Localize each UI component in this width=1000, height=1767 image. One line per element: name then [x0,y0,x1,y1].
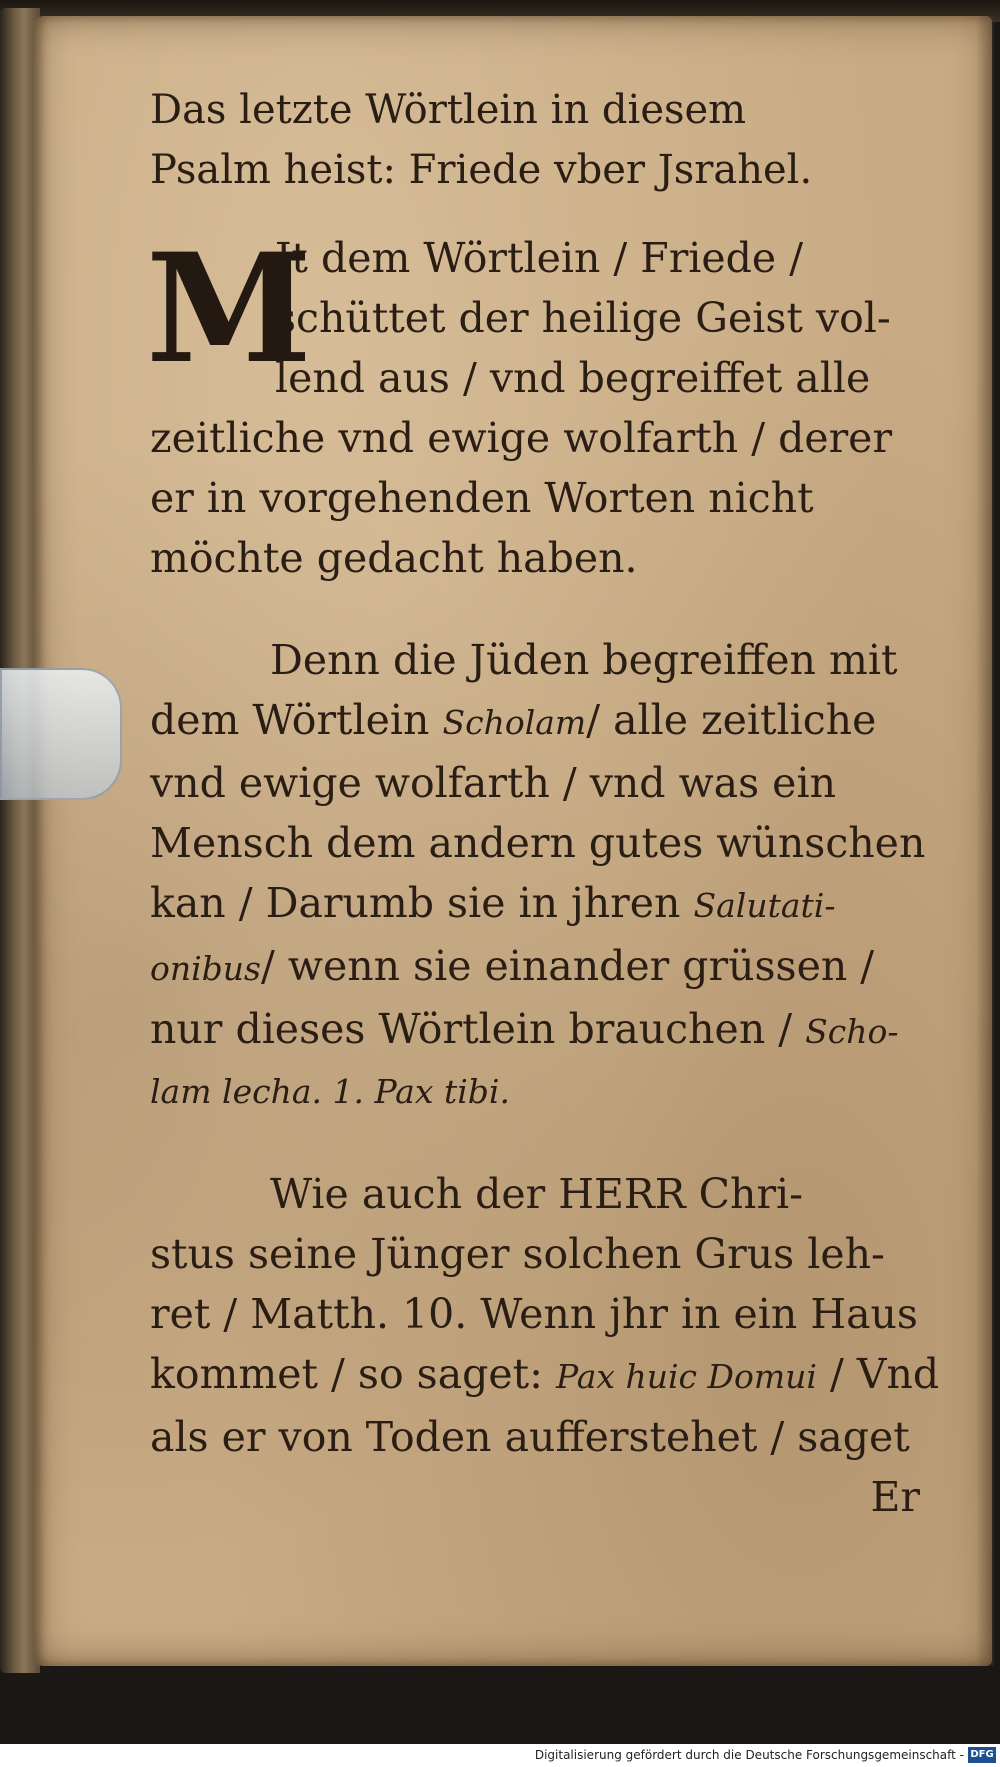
latin-word: onibus [150,949,261,988]
paragraph-2 [150,630,940,1122]
line-text: Jt dem Wörtlein / Friede / [275,234,804,282]
decorated-initial: M [146,221,313,397]
heading-line: Das letzte Wörtlein in diesem [150,87,747,133]
text-line [150,936,940,999]
line-text: nur dieses Wörtlein brauchen / [150,1005,793,1053]
heading [150,80,940,200]
latin-word: Scholam [442,703,587,742]
text-line [150,999,940,1062]
line-text: kan / Darumb sie in jhren [150,879,681,927]
text-line: stus seine Jünger solchen Grus leh- [150,1230,885,1278]
text-line: vnd ewige wolfarth / vnd was ein [150,759,836,807]
catchword: Er [870,1473,920,1521]
text-line: ret / Matth. 10. Wenn jhr in ein Haus [150,1290,918,1338]
text-line [150,690,940,753]
heading-line: Psalm heist: Friede vber Jsrahel. [150,147,813,193]
page-text [146,80,940,1527]
dfg-logo: DFG [968,1747,996,1763]
text-line: Mensch dem andern gutes wünschen [150,819,926,867]
footer-bar [0,1744,1000,1767]
text-line: Wie auch der HERR Chri- [270,1170,804,1218]
text-line [150,873,940,936]
text-line: schüttet der heilige Geist vol- [275,294,891,342]
line-text: / alle zeitliche [586,696,877,744]
paragraph-3 [150,1164,940,1527]
text-line: möchte gedacht haben. [150,534,638,582]
line-text: dem Wörtlein [150,696,430,744]
text-line [150,1344,940,1407]
page-edge-shadow [976,16,994,1666]
line-text: / Vnd [830,1350,940,1398]
latin-word: Scho- [805,1012,899,1051]
line-text: / wenn sie einander grüssen / [261,942,875,990]
latin-line: lam lecha. 1. Pax tibi. [150,1072,510,1111]
text-line: zeitliche vnd ewige wolfarth / derer [150,414,893,462]
footer-credit: Digitalisierung gefördert durch die Deutsche Forschungsgemeinschaft - [534,1748,964,1762]
paragraph-1 [146,221,940,588]
text-line: lend aus / vnd begreiffet alle [275,354,871,402]
text-line: Denn die Jüden begreiffen mit [270,636,898,684]
text-line: er in vorgehenden Worten nicht [150,474,814,522]
latin-word: Pax huic Domui [556,1357,817,1396]
bookmark-tab [0,668,122,800]
text-line: als er von Toden aufferstehet / saget [150,1413,910,1461]
line-text: kommet / so saget: [150,1350,543,1398]
latin-word: Salutati- [693,886,836,925]
